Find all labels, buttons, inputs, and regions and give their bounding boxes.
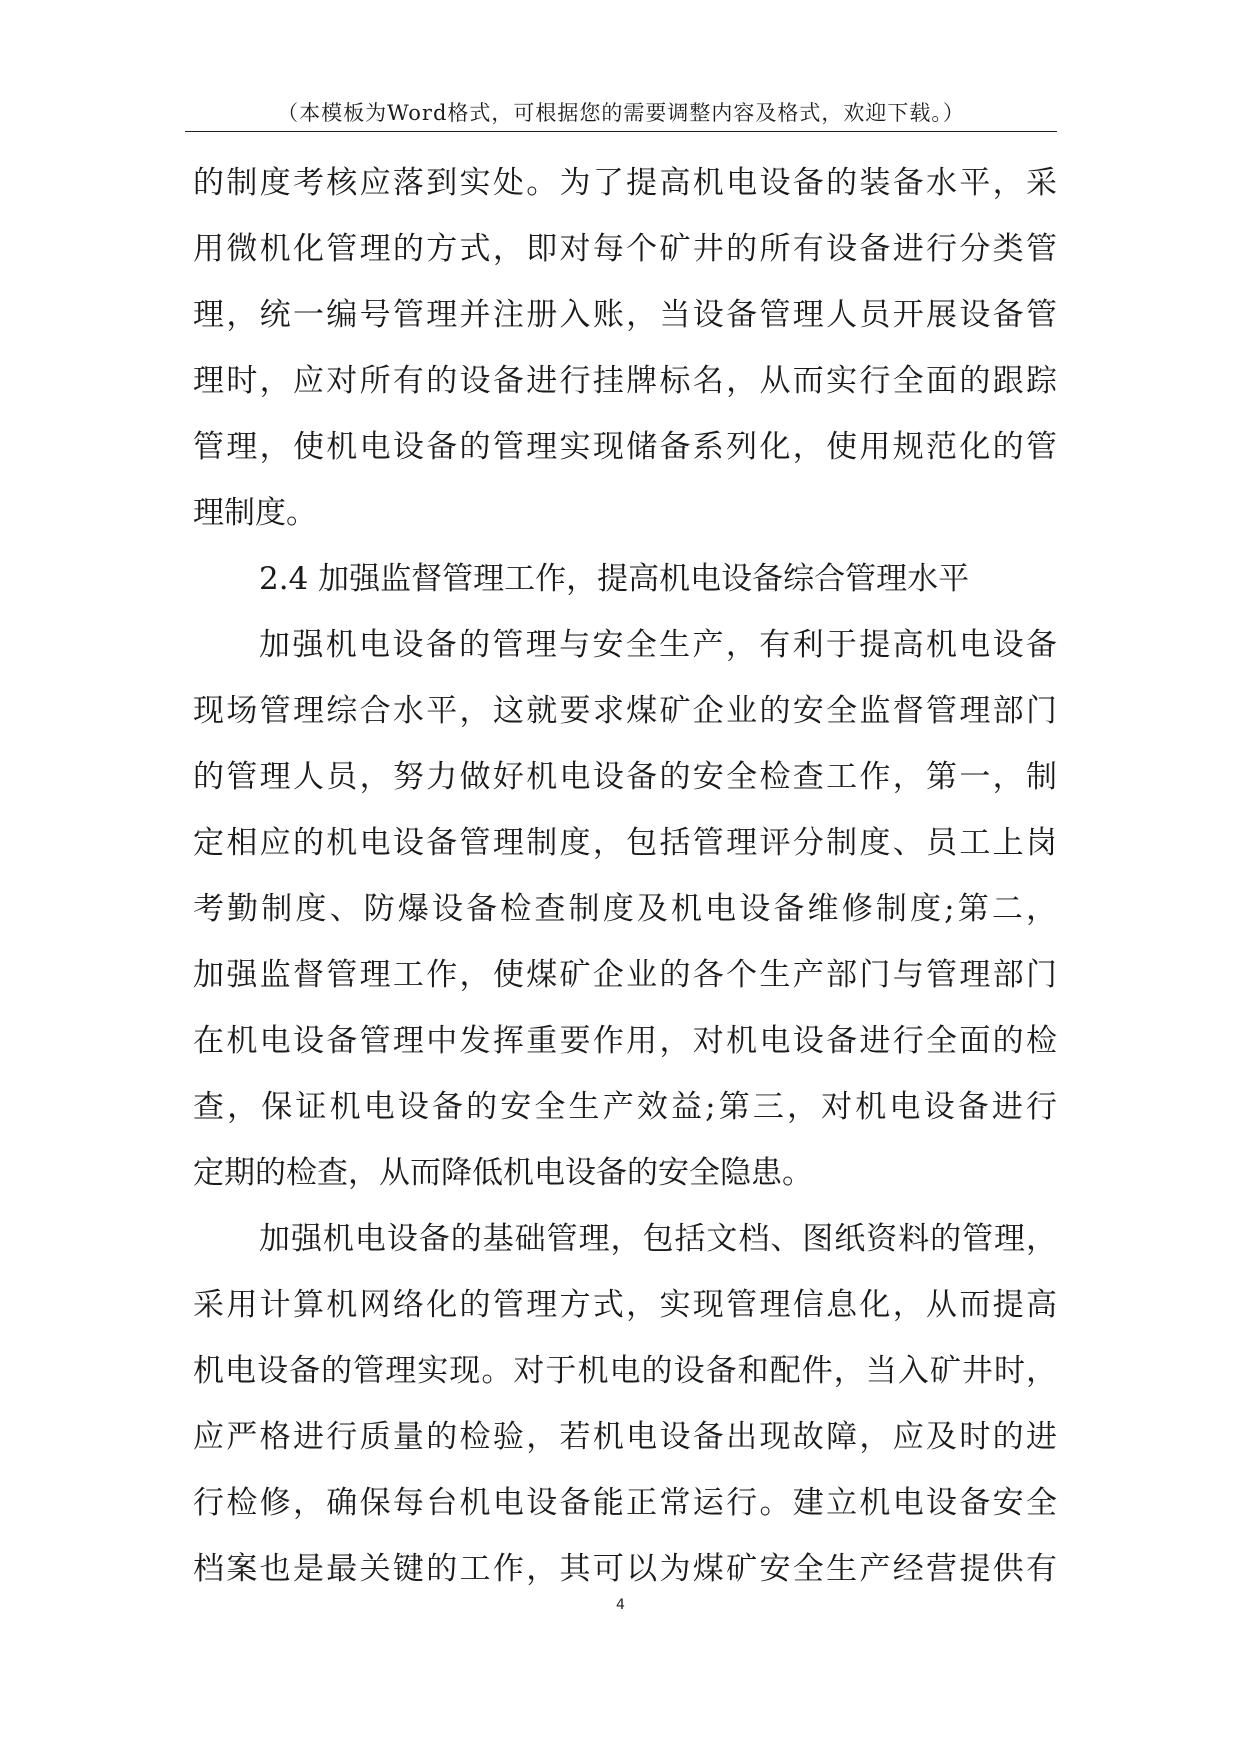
body-line: 管理，使机电设备的管理实现储备系列化，使用规范化的管: [193, 429, 1057, 465]
body-line: 理时，应对所有的设备进行挂牌标名，从而实行全面的跟踪: [193, 363, 1057, 399]
body-line: 的管理人员，努力做好机电设备的安全检查工作，第一，制: [193, 759, 1057, 795]
page-number: 4: [616, 1597, 625, 1613]
body-line: 的制度考核应落到实处。为了提高机电设备的装备水平，采: [193, 165, 1057, 201]
body-line: 用微机化管理的方式，即对每个矿井的所有设备进行分类管: [193, 231, 1057, 267]
body-line: 定相应的机电设备管理制度，包括管理评分制度、员工上岗: [193, 825, 1057, 861]
header-note: （本模板为Word格式，可根据您的需要调整内容及格式，欢迎下载。）: [277, 101, 965, 125]
header-divider: [185, 131, 1057, 132]
body-line: 加强监督管理工作，使煤矿企业的各个生产部门与管理部门: [193, 957, 1057, 993]
body-line: 档案也是最关键的工作，其可以为煤矿安全生产经营提供有: [193, 1551, 1057, 1587]
body-line: 机电设备的管理实现。对于机电的设备和配件，当入矿井时，: [193, 1353, 1057, 1389]
document-body: [193, 150, 1057, 1602]
body-line: 查，保证机电设备的安全生产效益;第三，对机电设备进行: [193, 1089, 1057, 1125]
body-line: 在机电设备管理中发挥重要作用，对机电设备进行全面的检: [193, 1023, 1057, 1059]
body-line: 采用计算机网络化的管理方式，实现管理信息化，从而提高: [193, 1287, 1057, 1323]
body-line: 应严格进行质量的检验，若机电设备出现故障，应及时的进: [193, 1419, 1057, 1455]
body-line: 考勤制度、防爆设备检查制度及机电设备维修制度;第二，: [193, 891, 1057, 927]
body-line: 理制度。: [193, 495, 317, 531]
body-line: 加强机电设备的管理与安全生产，有利于提高机电设备: [259, 627, 1057, 663]
body-line: 行检修，确保每台机电设备能正常运行。建立机电设备安全: [193, 1485, 1057, 1521]
body-line: 现场管理综合水平，这就要求煤矿企业的安全监督管理部门: [193, 693, 1057, 729]
section-heading: 2.4 加强监督管理工作，提高机电设备综合管理水平: [259, 561, 970, 597]
body-line: 理，统一编号管理并注册入账，当设备管理人员开展设备管: [193, 297, 1057, 333]
body-line: 定期的检查，从而降低机电设备的安全隐患。: [193, 1155, 813, 1191]
body-line: 加强机电设备的基础管理，包括文档、图纸资料的管理，: [259, 1221, 1057, 1257]
